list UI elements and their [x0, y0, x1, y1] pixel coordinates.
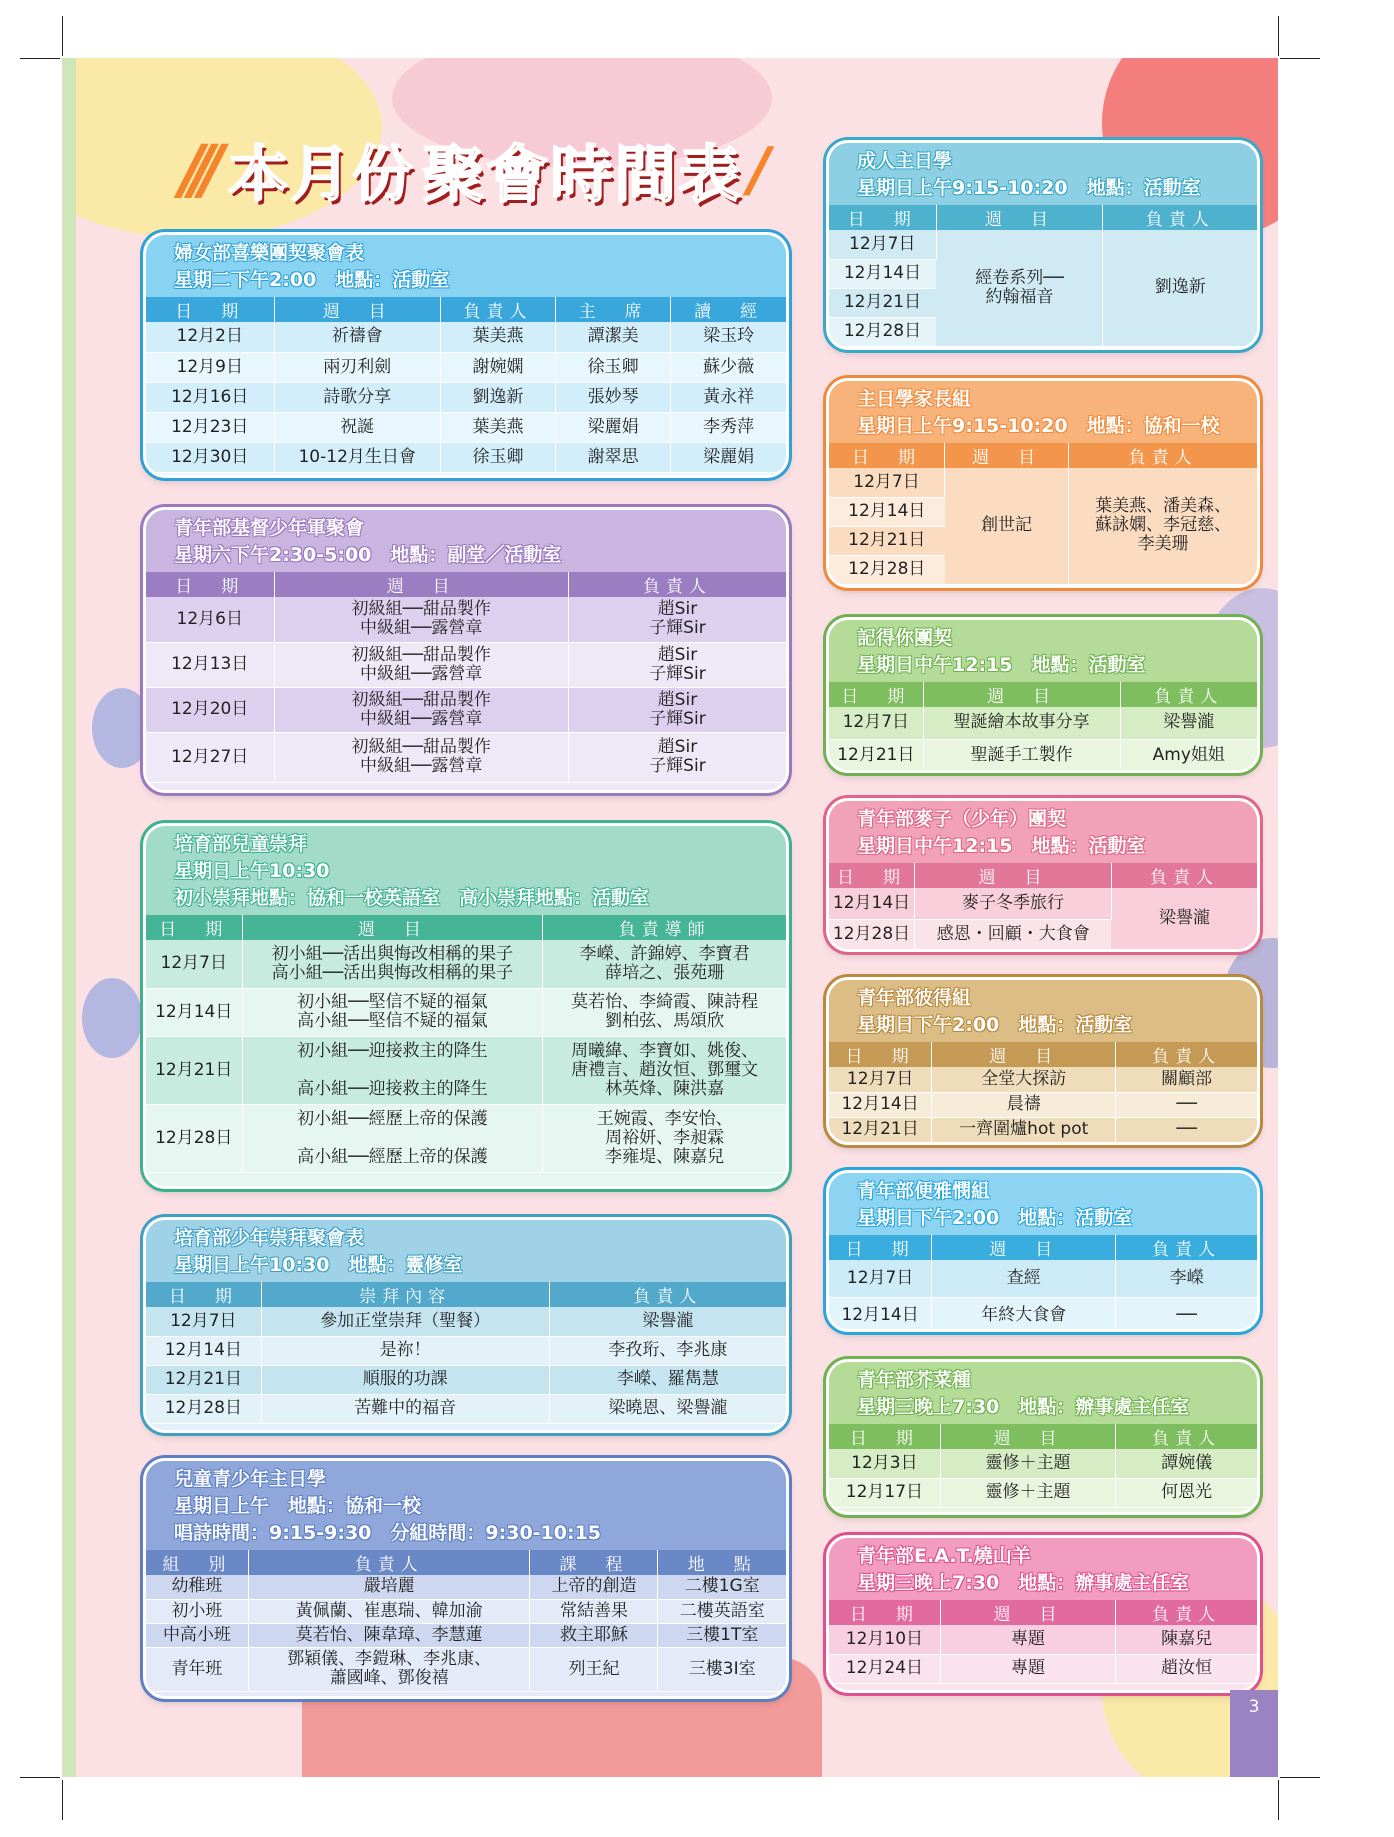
page-title [180, 122, 770, 217]
column-header: 組 別 [146, 1550, 248, 1575]
schedule-card-childrens-worship [143, 823, 789, 1189]
schedule-card-boys-brigade [143, 507, 789, 793]
column-header: 負責人 [549, 1282, 786, 1307]
cell-topic: 初級組──甜品製作 中級組──露營章 [274, 642, 568, 687]
cell-topic: 初級組──甜品製作 中級組──露營章 [274, 597, 568, 642]
card-title: 主日學家長組 [857, 388, 972, 410]
schedule-card-parents-group [826, 378, 1260, 588]
schedule-table [146, 297, 786, 473]
schedule-table [829, 443, 1257, 585]
schedule-card-remember-you-fellowship [826, 617, 1260, 773]
cell-topic: 初小組──活出與悔改相稱的果子 高小組──活出與悔改相稱的果子 [242, 940, 543, 988]
cell-date: 12月13日 [146, 642, 274, 687]
cell-topic: 感恩・回顧・大食會 [915, 919, 1112, 950]
column-header: 負責人 [440, 297, 555, 322]
cell-date: 12月16日 [146, 382, 274, 412]
cell-date: 12月17日 [829, 1478, 940, 1507]
column-header: 課 程 [530, 1550, 658, 1575]
table-row [829, 1067, 1257, 1092]
schedule-card-adult-sunday-school [826, 140, 1260, 350]
schedule-table [829, 863, 1257, 951]
card-title: 青年部麥子（少年）團契 [857, 808, 1067, 830]
column-header: 負責人 [1116, 1042, 1257, 1067]
column-header: 負責人 [1069, 443, 1257, 468]
column-header: 週 目 [274, 297, 440, 322]
cell-reader: 梁玉玲 [671, 322, 786, 352]
table-row [146, 642, 786, 687]
cell-topic: 初級組──甜品製作 中級組──露營章 [274, 732, 568, 782]
crop-mark [20, 1777, 60, 1778]
cell-topic: 祈禱會 [274, 322, 440, 352]
cell-date: 12月14日 [829, 1297, 932, 1332]
cell-date: 12月14日 [829, 497, 945, 526]
card-header [829, 801, 1257, 863]
table-row [146, 687, 786, 732]
cell-topic: 麥子冬季旅行 [915, 888, 1112, 919]
cell-content: 是祢！ [261, 1336, 549, 1365]
cell-date: 12月6日 [146, 597, 274, 642]
column-header: 崇拜內容 [261, 1282, 549, 1307]
title-slash-decoration: /// [180, 131, 211, 208]
column-header: 週 目 [242, 915, 543, 940]
cell-date: 12月14日 [829, 259, 936, 288]
cell-topic: 初小組──堅信不疑的福氣 高小組──堅信不疑的福氣 [242, 988, 543, 1036]
table-row [829, 1297, 1257, 1332]
schedule-table [146, 915, 786, 1173]
title-part-1: 本月份 [228, 139, 415, 210]
card-subtitle: 星期日上午10:30 [174, 860, 330, 882]
cell-date: 12月10日 [829, 1625, 940, 1654]
cell-leader: 葉美燕 [440, 322, 555, 352]
cell-date: 12月21日 [146, 1365, 261, 1394]
cell-topic: 詩歌分享 [274, 382, 440, 412]
cell-date: 12月28日 [829, 317, 936, 346]
column-header: 負責人 [1116, 1235, 1257, 1260]
cell-topic: 祝誕 [274, 412, 440, 442]
schedule-table [146, 1550, 786, 1692]
table-row [146, 322, 786, 352]
card-subtitle: 星期日上午9:15-10:20 地點：活動室 [857, 177, 1201, 199]
card-header [829, 381, 1257, 443]
left-edge-strip [62, 58, 76, 1777]
table-row [146, 1599, 786, 1623]
cell-date: 12月7日 [829, 1260, 932, 1297]
schedule-card-benjamin-group [826, 1170, 1260, 1332]
cell-course: 上帝的創造 [530, 1575, 658, 1599]
card-title: 培育部兒童崇拜 [174, 833, 308, 855]
cell-group: 幼稚班 [146, 1575, 248, 1599]
cell-leader: 譚婉儀 [1116, 1449, 1257, 1478]
cell-reader: 蘇少薇 [671, 352, 786, 382]
cell-content: 苦難中的福音 [261, 1394, 549, 1423]
cell-date: 12月14日 [146, 988, 242, 1036]
cell-topic: 初小組──迎接救主的降生 高小組──迎接救主的降生 [242, 1036, 543, 1104]
cell-leader: Amy姐姐 [1120, 739, 1257, 771]
cell-date: 12月28日 [829, 919, 915, 950]
card-subtitle: 星期三晚上7:30 地點：辦事處主任室 [857, 1396, 1190, 1418]
cell-group: 青年班 [146, 1647, 248, 1691]
schedule-table [829, 1042, 1257, 1143]
cell-date: 12月28日 [829, 555, 945, 584]
cell-topic: 靈修＋主題 [940, 1478, 1115, 1507]
schedule-card-sunday-school [143, 1458, 789, 1699]
card-title: 記得你團契 [857, 627, 953, 649]
card-title: 青年部E.A.T.燒山羊 [857, 1545, 1031, 1567]
cell-topic: 聖誕手工製作 [923, 739, 1120, 771]
table-row [146, 1036, 786, 1104]
schedule-card-womens-fellowship [143, 232, 789, 478]
card-header [829, 620, 1257, 682]
card-title: 成人主日學 [857, 150, 953, 172]
table-row [146, 412, 786, 442]
column-header: 地 點 [658, 1550, 786, 1575]
column-header: 負責導師 [543, 915, 786, 940]
cell-leader: 謝婉嫻 [440, 352, 555, 382]
card-header [146, 826, 786, 915]
table-row [146, 1394, 786, 1423]
cell-leader: 趙Sir 子輝Sir [568, 597, 786, 642]
cell-leader: 梁譽瀧 [1120, 707, 1257, 739]
cell-leader: 梁譽瀧 [549, 1307, 786, 1336]
cell-date: 12月7日 [829, 707, 923, 739]
column-header: 負責人 [1103, 205, 1257, 230]
card-subtitle: 星期日下午2:00 地點：活動室 [857, 1207, 1133, 1229]
column-header: 週 目 [936, 205, 1103, 230]
card-title: 青年部便雅憫組 [857, 1180, 991, 1202]
title-slash-decoration-end: / [748, 134, 771, 205]
table-row [146, 382, 786, 412]
column-header: 日 期 [146, 572, 274, 597]
crop-mark [1280, 58, 1320, 59]
crop-mark [1278, 1780, 1279, 1820]
cell-leader: 葉美燕、潘美森、 蘇詠嫻、李冠慈、 李美珊 [1069, 468, 1257, 584]
decor-shape-blue-2 [82, 978, 142, 1058]
cell-date: 12月7日 [146, 940, 242, 988]
cell-date: 12月23日 [146, 412, 274, 442]
table-row [829, 1092, 1257, 1117]
cell-date: 12月28日 [146, 1394, 261, 1423]
cell-location: 三樓1T室 [658, 1623, 786, 1647]
column-header: 週 目 [932, 1235, 1116, 1260]
cell-leader: 趙Sir 子輝Sir [568, 687, 786, 732]
card-title: 青年部彼得組 [857, 987, 972, 1009]
card-subtitle: 星期日中午12:15 地點：活動室 [857, 654, 1146, 676]
title-part-2: 聚會時間表 [422, 138, 743, 211]
column-header: 負責人 [1120, 682, 1257, 707]
cell-leader: 嚴培麗 [248, 1575, 530, 1599]
cell-topic: 創世記 [945, 468, 1069, 584]
card-subtitle-2: 唱詩時間：9:15-9:30 分組時間：9:30-10:15 [174, 1522, 602, 1544]
table-row [146, 1336, 786, 1365]
schedule-table [829, 205, 1257, 347]
cell-date: 12月28日 [146, 1104, 242, 1172]
cell-course: 救主耶穌 [530, 1623, 658, 1647]
crop-mark [62, 1780, 63, 1820]
cell-topic: 年終大食會 [932, 1297, 1116, 1332]
cell-leader: 劉逸新 [440, 382, 555, 412]
table-row [146, 1104, 786, 1172]
cell-topic: 晨禱 [932, 1092, 1116, 1117]
table-row [146, 988, 786, 1036]
table-row [146, 1623, 786, 1647]
crop-mark [20, 58, 60, 59]
cell-teachers: 莫若怡、李綺霞、陳詩程 劉柏弦、馬頌欣 [543, 988, 786, 1036]
column-header: 日 期 [829, 1042, 932, 1067]
cell-leader: ── [1116, 1297, 1257, 1332]
cell-date: 12月21日 [146, 1036, 242, 1104]
table-row [146, 1365, 786, 1394]
column-header: 日 期 [829, 863, 915, 888]
cell-course: 常結善果 [530, 1599, 658, 1623]
cell-course: 列王紀 [530, 1647, 658, 1691]
schedule-card-peter-group [826, 977, 1260, 1145]
table-row [829, 1260, 1257, 1297]
table-row [829, 468, 1257, 497]
cell-topic: 查經 [932, 1260, 1116, 1297]
cell-date: 12月21日 [829, 739, 923, 771]
column-header: 週 目 [274, 572, 568, 597]
card-header [829, 1538, 1257, 1600]
schedule-table [146, 572, 786, 783]
column-header: 週 目 [932, 1042, 1116, 1067]
card-subtitle: 星期日上午9:15-10:20 地點：協和一校 [857, 415, 1220, 437]
column-header: 負責人 [248, 1550, 530, 1575]
cell-date: 12月14日 [829, 888, 915, 919]
table-row [829, 1117, 1257, 1142]
cell-topic: 專題 [940, 1625, 1115, 1654]
card-subtitle: 星期日下午2:00 地點：活動室 [857, 1014, 1133, 1036]
crop-mark [1280, 1777, 1320, 1778]
cell-topic: 靈修＋主題 [940, 1449, 1115, 1478]
cell-leader: 葉美燕 [440, 412, 555, 442]
cell-reader: 梁麗娟 [671, 442, 786, 472]
table-row [829, 230, 1257, 259]
cell-teachers: 李嶸、許錦婷、李寶君 薛培之、張苑珊 [543, 940, 786, 988]
card-title: 培育部少年崇拜聚會表 [174, 1227, 365, 1249]
card-title: 婦女部喜樂團契聚會表 [174, 242, 365, 264]
cell-reader: 李秀萍 [671, 412, 786, 442]
cell-leader: 徐玉卿 [440, 442, 555, 472]
column-header: 日 期 [829, 1600, 940, 1625]
page-number: 3 [1230, 1690, 1278, 1777]
table-row [146, 1307, 786, 1336]
column-header: 週 目 [923, 682, 1120, 707]
cell-leader: 趙汝恒 [1116, 1654, 1257, 1683]
cell-topic: 兩刃利劍 [274, 352, 440, 382]
card-subtitle: 星期六下午2:30-5:00 地點：副堂／活動室 [174, 544, 562, 566]
column-header: 日 期 [829, 1235, 932, 1260]
card-header [829, 1173, 1257, 1235]
table-row [829, 888, 1257, 919]
crop-mark [1278, 16, 1279, 56]
cell-leader: 黃佩蘭、崔惠瑞、韓加渝 [248, 1599, 530, 1623]
cell-reader: 黃永祥 [671, 382, 786, 412]
table-row [829, 1449, 1257, 1478]
cell-group: 初小班 [146, 1599, 248, 1623]
cell-leader: 劉逸新 [1103, 230, 1257, 346]
schedule-table [829, 682, 1257, 772]
schedule-card-wheat-fellowship [826, 798, 1260, 952]
card-header [146, 1461, 786, 1550]
table-row [146, 597, 786, 642]
cell-topic: 10-12月生日會 [274, 442, 440, 472]
cell-date: 12月7日 [829, 1067, 932, 1092]
cell-content: 順服的功課 [261, 1365, 549, 1394]
table-row [829, 1625, 1257, 1654]
cell-leader: 李嶸、羅雋慧 [549, 1365, 786, 1394]
column-header: 週 目 [915, 863, 1112, 888]
table-row [829, 707, 1257, 739]
card-header [829, 1362, 1257, 1424]
cell-leader: 何恩光 [1116, 1478, 1257, 1507]
column-header: 週 目 [945, 443, 1069, 468]
cell-leader: 李嶸 [1116, 1260, 1257, 1297]
table-row [829, 1478, 1257, 1507]
cell-topic: 初級組──甜品製作 中級組──露營章 [274, 687, 568, 732]
table-row [146, 1647, 786, 1691]
cell-teachers: 王婉霞、李安怡、 周裕妍、李昶霖 李雍堤、陳嘉兒 [543, 1104, 786, 1172]
cell-leader: 鄧穎儀、李鎧琳、李兆康、 蕭國峰、鄧俊禧 [248, 1647, 530, 1691]
column-header: 日 期 [829, 205, 936, 230]
cell-leader: 梁譽瀧 [1111, 888, 1257, 950]
column-header: 週 目 [940, 1424, 1115, 1449]
cell-date: 12月24日 [829, 1654, 940, 1683]
card-header [146, 510, 786, 572]
card-subtitle-2: 初小崇拜地點：協和一校英語室 高小崇拜地點：活動室 [174, 887, 650, 909]
card-subtitle: 星期二下午2:00 地點：活動室 [174, 269, 450, 291]
cell-date: 12月14日 [146, 1336, 261, 1365]
cell-date: 12月20日 [146, 687, 274, 732]
cell-date: 12月27日 [146, 732, 274, 782]
cell-topic: 一齊圍爐hot pot [932, 1117, 1116, 1142]
cell-leader: ── [1116, 1117, 1257, 1142]
cell-leader: 莫若怡、陳韋璋、李慧蓮 [248, 1623, 530, 1647]
card-header [829, 980, 1257, 1042]
cell-date: 12月21日 [829, 1117, 932, 1142]
column-header: 日 期 [829, 443, 945, 468]
card-subtitle: 星期日上午 地點：協和一校 [174, 1495, 422, 1517]
cell-date: 12月7日 [829, 230, 936, 259]
table-row [146, 940, 786, 988]
schedule-card-eat-group [826, 1535, 1260, 1693]
table-row [829, 739, 1257, 771]
cell-date: 12月14日 [829, 1092, 932, 1117]
cell-leader: 關顧部 [1116, 1067, 1257, 1092]
cell-location: 二樓1G室 [658, 1575, 786, 1599]
card-header [146, 1220, 786, 1282]
cell-group: 中高小班 [146, 1623, 248, 1647]
column-header: 主 席 [556, 297, 671, 322]
card-title: 青年部芥菜種 [857, 1369, 972, 1391]
cell-content: 參加正堂崇拜（聖餐） [261, 1307, 549, 1336]
cell-leader: 陳嘉兒 [1116, 1625, 1257, 1654]
column-header: 負責人 [1111, 863, 1257, 888]
card-title: 兒童青少年主日學 [174, 1468, 327, 1490]
schedule-table [829, 1600, 1257, 1684]
cell-date: 12月3日 [829, 1449, 940, 1478]
cell-leader: ── [1116, 1092, 1257, 1117]
cell-location: 二樓英語室 [658, 1599, 786, 1623]
cell-leader: 趙Sir 子輝Sir [568, 642, 786, 687]
column-header: 週 目 [940, 1600, 1115, 1625]
cell-topic: 聖誕繪本故事分享 [923, 707, 1120, 739]
crop-mark [62, 16, 63, 56]
table-row [146, 442, 786, 472]
column-header: 負責人 [1116, 1424, 1257, 1449]
cell-date: 12月30日 [146, 442, 274, 472]
cell-location: 三樓3I室 [658, 1647, 786, 1691]
cell-teachers: 周曦緯、李寶如、姚俊、 唐禮言、趙汝恒、鄧璽文 林英烽、陳洪嘉 [543, 1036, 786, 1104]
schedule-card-mustard-seed [826, 1359, 1260, 1515]
schedule-table [146, 1282, 786, 1424]
card-subtitle: 星期三晚上7:30 地點：辦事處主任室 [857, 1572, 1190, 1594]
table-row [146, 352, 786, 382]
cell-chair: 譚潔美 [556, 322, 671, 352]
cell-leader: 李孜珩、李兆康 [549, 1336, 786, 1365]
table-row [829, 1654, 1257, 1683]
schedule-card-youth-worship [143, 1217, 789, 1433]
column-header: 日 期 [829, 682, 923, 707]
cell-date: 12月7日 [146, 1307, 261, 1336]
card-title: 青年部基督少年軍聚會 [174, 517, 365, 539]
column-header: 日 期 [829, 1424, 940, 1449]
table-row [146, 732, 786, 782]
cell-date: 12月9日 [146, 352, 274, 382]
cell-topic: 全堂大探訪 [932, 1067, 1116, 1092]
column-header: 日 期 [146, 1282, 261, 1307]
cell-leader: 梁曉恩、梁譽瀧 [549, 1394, 786, 1423]
table-row [146, 1575, 786, 1599]
column-header: 日 期 [146, 297, 274, 322]
column-header: 讀 經 [671, 297, 786, 322]
card-subtitle: 星期日上午10:30 地點：靈修室 [174, 1254, 463, 1276]
cell-chair: 徐玉卿 [556, 352, 671, 382]
cell-leader: 趙Sir 子輝Sir [568, 732, 786, 782]
cell-chair: 張妙琴 [556, 382, 671, 412]
cell-chair: 梁麗娟 [556, 412, 671, 442]
cell-topic: 專題 [940, 1654, 1115, 1683]
card-header [829, 143, 1257, 205]
card-header [146, 235, 786, 297]
cell-date: 12月2日 [146, 322, 274, 352]
cell-date: 12月21日 [829, 288, 936, 317]
column-header: 負責人 [568, 572, 786, 597]
column-header: 日 期 [146, 915, 242, 940]
cell-chair: 謝翠思 [556, 442, 671, 472]
cell-topic: 初小組──經歷上帝的保護 高小組──經歷上帝的保護 [242, 1104, 543, 1172]
cell-topic: 經卷系列── 約翰福音 [936, 230, 1103, 346]
cell-date: 12月21日 [829, 526, 945, 555]
card-subtitle: 星期日中午12:15 地點：活動室 [857, 835, 1146, 857]
schedule-table [829, 1235, 1257, 1332]
schedule-table [829, 1424, 1257, 1508]
cell-date: 12月7日 [829, 468, 945, 497]
column-header: 負責人 [1116, 1600, 1257, 1625]
